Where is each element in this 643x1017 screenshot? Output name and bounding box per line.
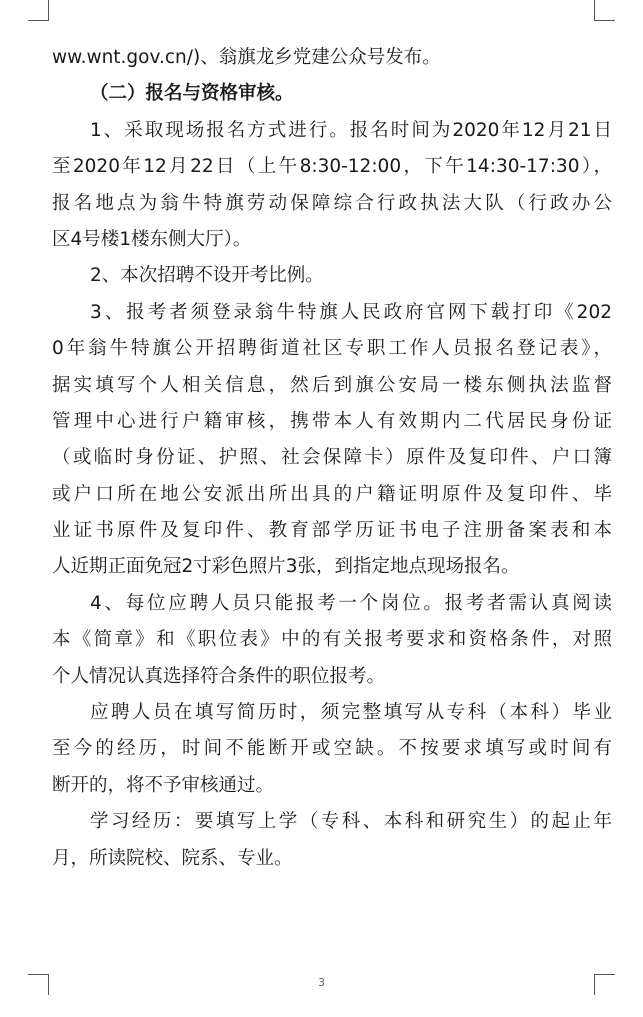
document-body [52, 40, 612, 877]
paragraph-line: 应聘人员在填写简历时，须完整填写从专科（本科）毕业 [90, 702, 612, 724]
paragraph-line: 本《简章》和《职位表》中的有关报考要求和资格条件，对照 [52, 629, 612, 651]
paragraph-line: 3、报考者须登录翁牛特旗人民政府官网下载打印《202 [90, 301, 612, 323]
crop-mark-top-right [594, 0, 615, 21]
paragraph-line: 0年翁牛特旗公开招聘街道社区专职工作人员报名登记表》， [52, 338, 612, 360]
crop-mark-top-left [28, 0, 49, 21]
page-number: 3 [318, 976, 325, 989]
paragraph-line: ww.wnt.gov.cn/)、翁旗龙乡党建公众号发布。 [52, 47, 441, 68]
paragraph-line: 学习经历：要填写上学（专科、本科和研究生）的起止年 [90, 811, 612, 833]
paragraph-line: 区4号楼1楼东侧大厅）。 [52, 228, 252, 250]
paragraph-line: 报名地点为翁牛特旗劳动保障综合行政执法大队（行政办公 [52, 192, 612, 214]
paragraph-line: 管理中心进行户籍审核，携带本人有效期内二代居民身份证 [52, 410, 612, 432]
paragraph-line: 人近期正面免冠2寸彩色照片3张，到指定地点现场报名。 [52, 556, 520, 578]
paragraph-line: 据实填写个人相关信息，然后到旗公安局一楼东侧执法监督 [52, 374, 612, 396]
paragraph-line: 业证书原件及复印件、教育部学历证书电子注册备案表和本 [52, 520, 612, 542]
paragraph-line: 或户口所在地公安派出所出具的户籍证明原件及复印件、毕 [52, 483, 612, 505]
paragraph-line: 至2020年12月22日（上午8:30-12:00，下午14:30-17:30）， [52, 156, 612, 178]
paragraph-line: 1、采取现场报名方式进行。报名时间为2020年12月21日 [90, 119, 612, 141]
paragraph-line: 断开的，将不予审核通过。 [52, 774, 275, 796]
paragraph-line: 月，所读院校、院系、专业。 [52, 847, 293, 869]
paragraph-line: 至今的经历，时间不能断开或空缺。不按要求填写或时间有 [52, 738, 612, 760]
section-heading: （二）报名与资格审核。 [90, 83, 294, 105]
paragraph-line: （或临时身份证、护照、社会保障卡）原件及复印件、户口簿 [52, 447, 612, 469]
paragraph-line: 2、本次招聘不设开考比例。 [90, 265, 324, 287]
paragraph-line: 4、每位应聘人员只能报考一个岗位。报考者需认真阅读 [90, 592, 612, 614]
paragraph-line: 个人情况认真选择符合条件的职位报考。 [52, 665, 386, 687]
